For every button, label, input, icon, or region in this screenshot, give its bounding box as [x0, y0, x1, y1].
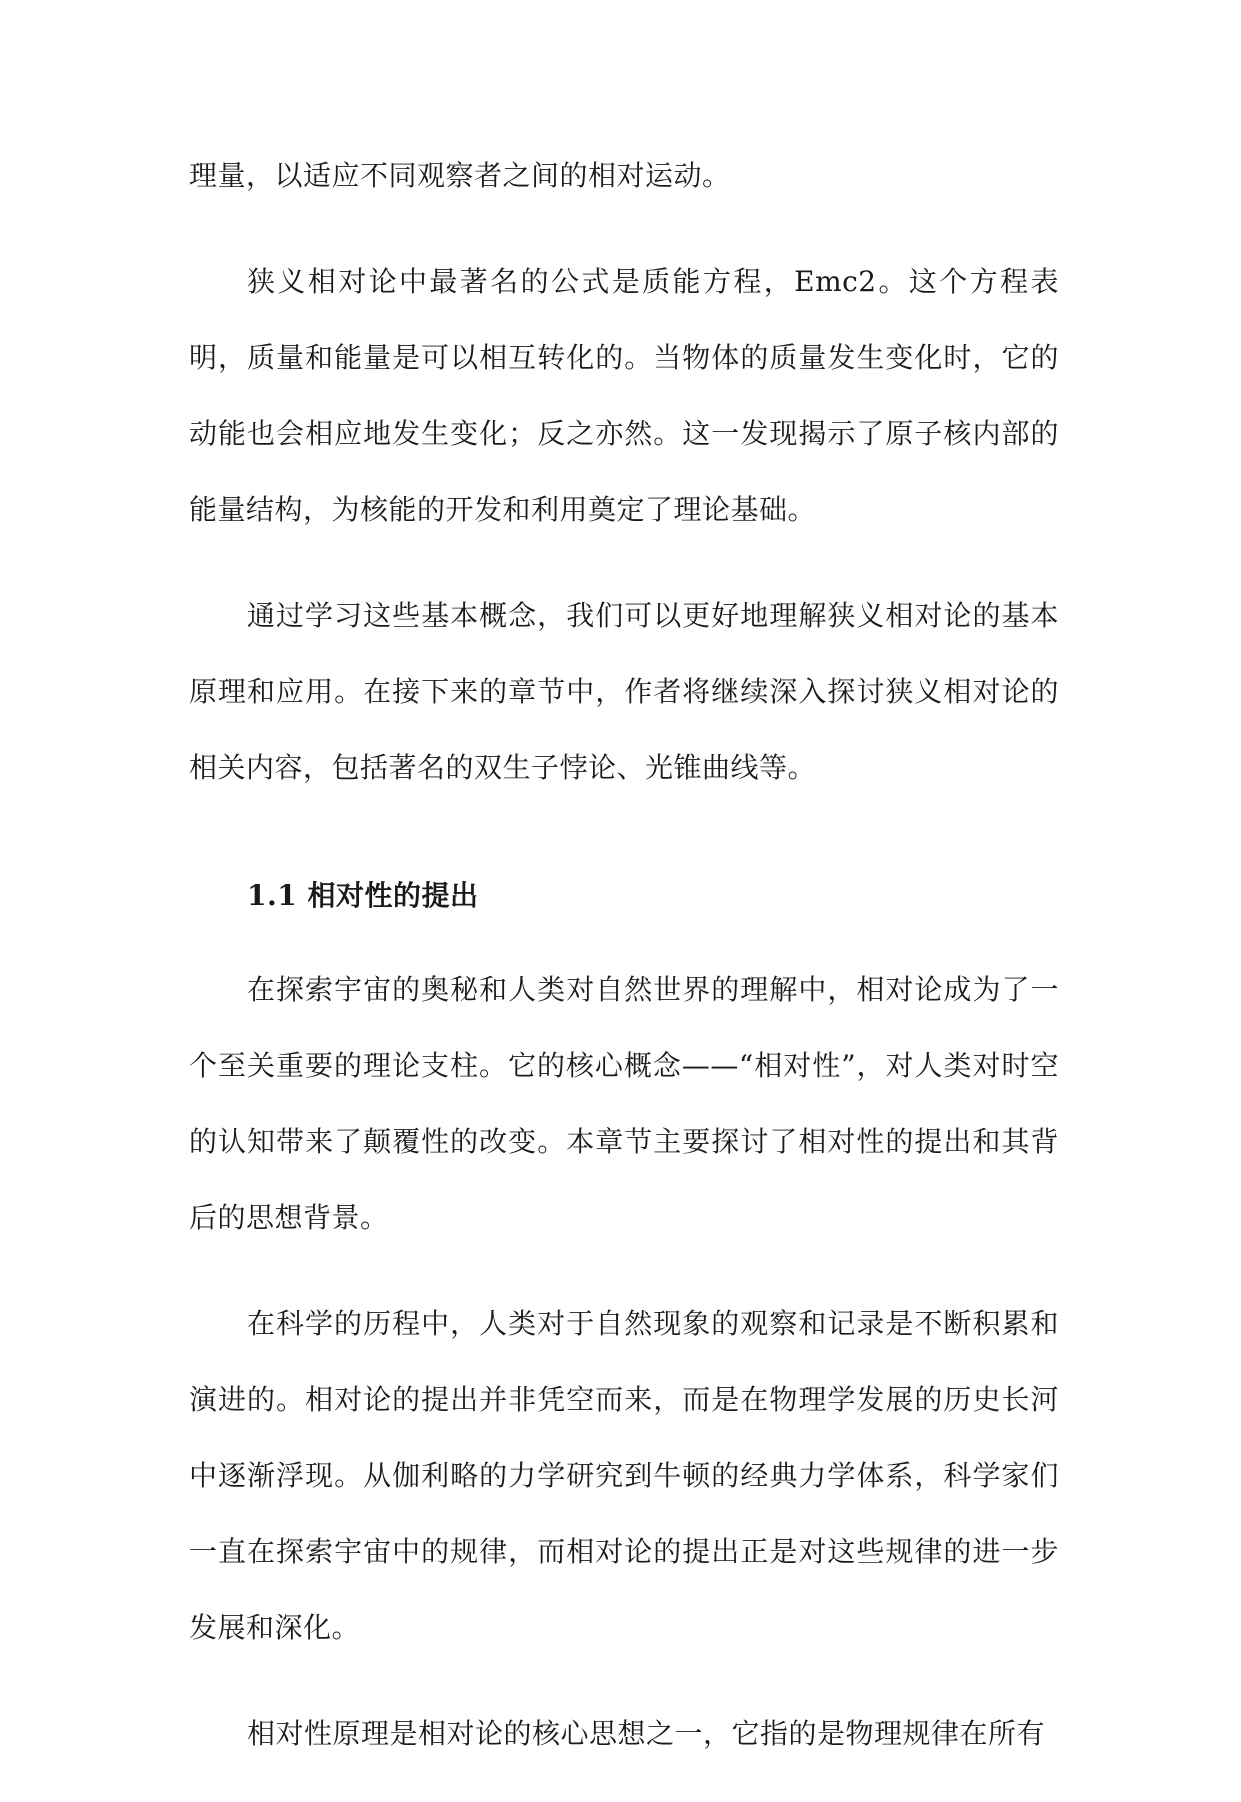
paragraph-history: 在科学的历程中，人类对于自然现象的观察和记录是不断积累和演进的。相对论的提出并非凭空而来，而是在物理学发展的历史长河中逐渐浮现。从伽利略的力学研究到牛顿的经典力学体系，科学家们一直在探索宇宙中的规律，而相对论的提出正是对这些规律的进一步发展和深化。	[189, 1307, 1059, 1644]
section-heading	[247, 864, 1059, 928]
paragraph-principle: 相对性原理是相对论的核心思想之一，它指的是物理规律在所有	[247, 1717, 1046, 1750]
paragraph-summary: 通过学习这些基本概念，我们可以更好地理解狭义相对论的基本原理和应用。在接下来的章节中，作者将继续深入探讨狭义相对论的相关内容，包括著名的双生子悖论、光锥曲线等。	[189, 599, 1059, 784]
document-page	[189, 138, 1059, 1802]
section-title: 相对性的提出	[307, 879, 479, 912]
paragraph-relativity-intro: 在探索宇宙的奥秘和人类对自然世界的理解中，相对论成为了一个至关重要的理论支柱。它的核心概念——“相对性”，对人类对时空的认知带来了颠覆性的改变。本章节主要探讨了相对性的提出和其背后的思想背景。	[189, 973, 1059, 1234]
section-number: 1.1	[247, 879, 298, 912]
paragraph-mass-energy: 狭义相对论中最著名的公式是质能方程，Emc2。这个方程表明，质量和能量是可以相互转化的。当物体的质量发生变化时，它的动能也会相应地发生变化；反之亦然。这一发现揭示了原子核内部的能量结构，为核能的开发和利用奠定了理论基础。	[189, 265, 1059, 526]
paragraph-continued: 理量，以适应不同观察者之间的相对运动。	[189, 159, 731, 192]
